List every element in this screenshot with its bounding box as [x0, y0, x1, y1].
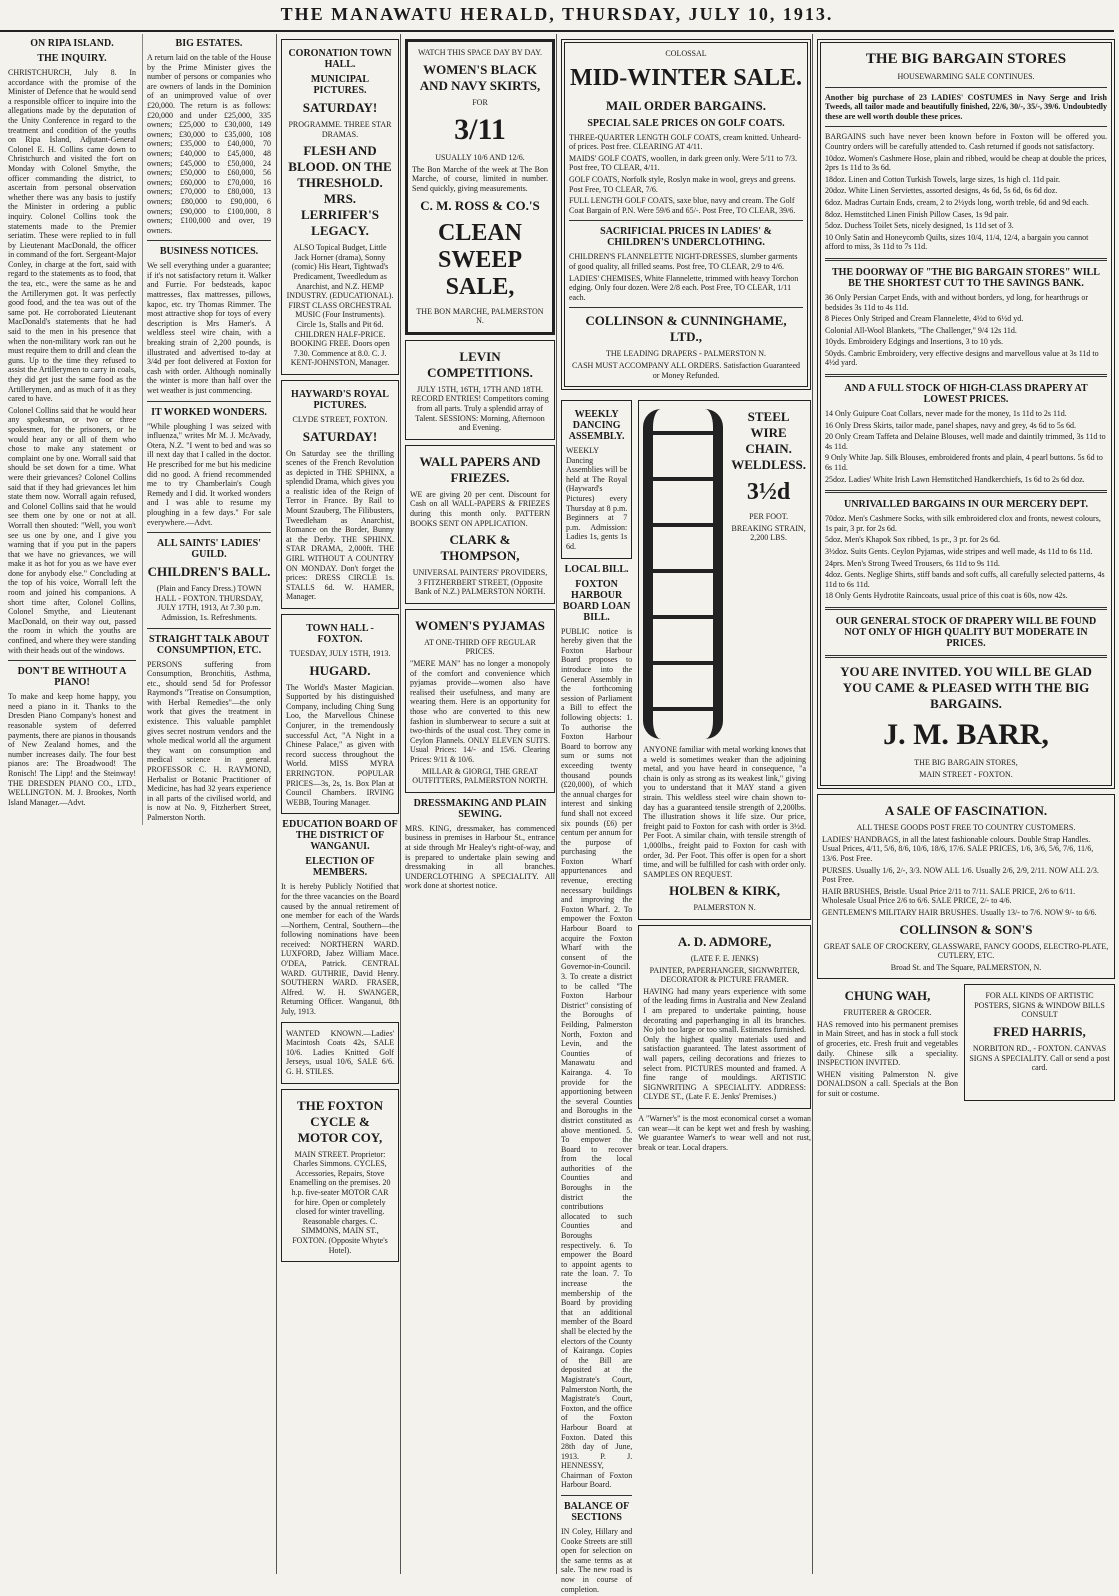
coronation-programme: PROGRAMME. THREE STAR DRAMAS.	[288, 120, 392, 139]
bill-title: LOCAL BILL.	[564, 563, 629, 575]
list-item: 9 Only White Jap. Silk Blouses, embroidered fronts and plain, 4 pearl buttons. 5s 6d to 6s 11d.	[825, 453, 1103, 473]
chung-wah-text: HAS removed into his permanent premises in Main Street, and has in stock a full stock of groceries, etc. Fresh fruit and vegetables daily. Chinese silk a speciality. INSPECTION INVITED.	[817, 1019, 958, 1068]
coronation-title: CORONATION TOWN HALL.	[288, 48, 392, 70]
holben-kirk: HOLBEN & KIRK,	[669, 883, 781, 899]
wonders-text: "While ploughing I was seized with influenza," writes Mr M. J. McAvady, Otera, N.Z. "I went to bed and was so ill next day that I called in the doctor. He prescribed for me but his medicine did no good. A friend recommended me to try Chamberlain's Cough Remedy and I did. It worked wonders and I was able to resume my ploughing in a few days." For sale everywhere.—Advt.	[147, 421, 271, 527]
list-item: 20doz. White Linen Serviettes, assorted designs, 4s 6d, 5s 6d, 6s 6d doz.	[825, 186, 1058, 196]
divider	[825, 87, 1107, 88]
ball-text: (Plain and Fancy Dress.) TOWN HALL - FOXTON. THURSDAY, JULY 17TH, 1913, At 7.30 p.m. Admission, 1s. Refreshments.	[155, 584, 263, 622]
divider	[147, 532, 271, 533]
list-item: HAIR BRUSHES, Bristle. Usual Price 2/11 to 7/11. SALE PRICE, 2/6 to 6/11. Wholesale Usual Price 2/6 to 6/6. SALE PRICE, 2/- to 4/6.	[822, 886, 1076, 906]
harris-name: FRED HARRIS,	[993, 1024, 1086, 1040]
admore-text: HAVING had many years experience with some of the leading firms in Australia and New Zealand I am prepared to undertake painting, house decorating and paperhanging in all its branches. No job too large or too small. Estimates furnished. Only the highest quality materials used and satisfaction guaranteed. The latest assortment of wall papers, ceiling decorations and friezes to select from. PICTURES mounted and framed. A fine range of mouldings. ARTISTIC SIGNWRITING A SPECIALITY. ADDRESS: CLYDE ST., (Late F. E. Jenks' Premises.)	[643, 986, 806, 1102]
divider	[8, 660, 136, 661]
divider	[825, 126, 1107, 127]
coronation-text: ALSO Topical Budget, Little Jack Horner (drama), Sonny (comic) His Heart, Tightwad's Predicament, Tweedledum as Anarchist, and N.Z. HEMP INDUSTRY. (EDUCATIONAL). FIRST CLASS ORCHESTRAL MUSIC (Four Instruments). Circle 1s, Stalls and Pit 6d. CHILDREN HALF-PRICE. BOOKING FREE. Doors open 7.30. Commence at 8.0. C. J. KENT-JOHNSTON, Manager.	[286, 243, 394, 368]
education-text: It is hereby Publicly Notified that for the three vacancies on the Board caused by the annual retirement of one member for each of the Wards—Northern, Central, Southern—the following nominations have been received: NORTHERN WARD. LUXFORD, Jabez William Mace. O'DEA, Patrick. CENTRAL WARD. GUTHRIE, David Henry. SOUTHERN WARD. FRASER, Alfred. W. H. SWANGER, Returning Officer. Wanganui, 8th July, 1913.	[281, 882, 399, 1017]
bill-text: PUBLIC notice is hereby given that the Foxton Harbour Board proposes to introduce into the General Assembly in the forthcoming session of Parliament a Bill to effect the following objects: 1. To authorise the Foxton Harbour Board to borrow any sum or sums not exceeding twenty thousand pounds (£20,000), of which the annual charges for interest and sinking fund shall not exceed six pounds (£6) per centum per annum for the purpose of purchasing the Foxton Wharf appurtenances and revenue, erecting necessary buildings and improving the Foxton Wharf. 2. To empower the Foxton Harbour Board to acquire the Foxton Wharf with the consent of the Governor-in-Council. 3. To create a district to be called "The Foxton Harbour District" consisting of the Boroughs of Feilding, Palmerston North, Foxton and Levin, and the Counties of Manawatu and Kairanga. 4. To provide for the apportioning between the several Counties and Boroughs in the district constituted as above mentioned. 5. To empower the Board to recover from the local authorities of the Counties and Boroughs in the district the contributions allocated to such Counties and Boroughs respectively. 6. To empower the Board to appoint agents to rate the loan. 7. To increase the membership of the Board by providing that an additional member of the Board shall be elected by the electors of the County of Kairanga. Copies of the Bill are deposited at the Magistrate's Court, Palmerston North, the Magistrate's Court, Foxton, and the office of the Foxton Harbour Board at Foxton. Dated this 28th day of June, 1913. P. J. HENNESSY, Chairman of Foxton Harbour Board.	[561, 626, 633, 1490]
general-stock-line: OUR GENERAL STOCK OF DRAPERY WILL BE FOUND NOT ONLY OF HIGH QUALITY BUT MODERATE IN PRICES.	[835, 615, 1097, 649]
list-item: 10 Only Satin and Honeycomb Quilts, sizes 10/4, 11/4, 12/4, a bargain you cannot afford to miss, 3s 11d to 7s 11d.	[825, 232, 1089, 252]
column-2	[276, 34, 403, 1574]
coronation-subtitle: MUNICIPAL PICTURES.	[310, 74, 370, 96]
col5-bottom	[817, 984, 1115, 1100]
coronation-day: SATURDAY!	[302, 100, 378, 115]
cycle-title: THE FOXTON CYCLE & MOTOR COY,	[296, 1097, 384, 1145]
doorway-line: THE DOORWAY OF "THE BIG BARGAIN STORES" WILL BE THE SHORTEST CUT TO THE SAVINGS BANK.	[832, 266, 1100, 289]
divider	[147, 240, 271, 241]
chung-wah-title: CHUNG WAH,	[844, 988, 931, 1004]
dancing-text: WEEKLY Dancing Assemblies will be held at The Royal (Hayward's Pictures) every Thursday at 8 p.m. Beginners at 7 p.m. Admission: Ladies 1s, gents 1s 6d.	[566, 446, 628, 552]
golf-heading: SPECIAL SALE PRICES ON GOLF COATS.	[587, 117, 785, 129]
cycle-text: MAIN STREET. Proprietor: Charles Simmons. CYCLES, Accessories, Repairs, Stove Enamelling on the premises. 20 h.p. five-seater MOTOR CAR for hire. Open or completely closed for winter travelling. Reasonable charges. C. SIMMONS, MAIN ST., FOXTON. (Opposite Whyte's Hotel).	[289, 1149, 391, 1255]
chain-strain: BREAKING STRAIN, 2,200 LBS.	[731, 523, 806, 543]
skirts-for: FOR	[472, 97, 488, 107]
list-item: Colonial All-Wool Blankets, "The Challenger," 9/4 12s 11d.	[825, 325, 1017, 335]
divider	[569, 220, 803, 221]
fascination-title: A SALE OF FASCINATION.	[884, 803, 1048, 819]
ripa-text-cont: Colonel Collins said that he would hear any spokesman, or two or three spokesmen, for the prisoners, or he would hear any or all of them who chose to make any statement or complaint one by one. Worrall said that should be set down for a time. What were their grievances? Colonel Collins said that if they had grievances let him state them now. Worrall again refused, and Colonel Collins said that he would see them one by one or not at all. Worrall then shouted: "Well, you won't see us one by one, and I give you warning that if you put in the papers that we have no grievances, we will make it as hot for you as we have ever done for anybody else." Concluding at the top of his voice, Worrall left the room and joined his companions. A short time after, Colonel Collins, Colonel Smythe, and Lieutenant MacDonald, on their way out, passed the room in which the youths are confined, and where they were standing with their heads out of the windows.	[8, 405, 136, 655]
balance-title: BALANCE OF SECTIONS	[563, 1501, 630, 1524]
col4-lower-left	[561, 395, 632, 1596]
list-item: 16 Only Dress Skirts, tailor made, panel shapes, navy and grey, 4s 6d to 5s 6d.	[825, 420, 1076, 430]
hayward-subtitle: CLYDE STREET, FOXTON.	[292, 414, 388, 424]
coronation-feature: FLESH AND BLOOD. ON THE THRESHOLD. MRS. LERRIFER'S LEGACY.	[288, 143, 392, 239]
mercery-list	[825, 514, 1107, 601]
bon-marche: THE BON MARCHE, PALMERSTON N.	[416, 306, 544, 326]
list-item: 3½doz. Suits Gents. Ceylon Pyjamas, wide stripes and well made, 4s 11d to 6s 11d.	[825, 547, 1093, 556]
collinson-son-text: GREAT SALE OF CROCKERY, GLASSWARE, FANCY GOODS, ELECTRO-PLATE, CUTLERY, ETC.	[823, 941, 1109, 961]
list-item: GENTLEMEN'S MILITARY HAIR BRUSHES. Usually 13/- to 7/6. NOW 9/- to 6/6.	[822, 907, 1097, 917]
list-item: 6doz. Madras Curtain Ends, cream, 2 to 2½yds long, worth treble, 6d and 9d each.	[825, 197, 1089, 207]
hayward-title: HAYWARD'S ROYAL PICTURES.	[291, 388, 389, 411]
list-item: 14 Only Guipure Coat Collars, never made for the money, 1s 11d to 2s 11d.	[825, 409, 1067, 419]
levin-text: JULY 15TH, 16TH, 17TH AND 18TH. RECORD ENTRIES! Competitors coming from all parts. Truly a splendid array of Talent. SESSIONS: Morning, Afternoon and Evening.	[411, 384, 549, 433]
chain-title: STEEL WIRE CHAIN. WELDLESS.	[731, 409, 807, 473]
piano-title: DON'T BE WITHOUT A PIANO!	[17, 666, 127, 689]
list-item: PURSES. Usually 1/6, 2/-, 3/3. NOW ALL 1/6. Usually 2/6, 2/9, 2/11. NOW ALL 2/3. Post Free.	[822, 865, 1099, 885]
pyjamas-ad	[405, 609, 555, 793]
colossal-label: COLOSSAL	[665, 49, 707, 58]
divider	[825, 655, 1107, 658]
divider	[825, 374, 1107, 377]
chung-wah-subtitle: FRUITERER & GROCER.	[843, 1008, 932, 1018]
barr-name: J. M. BARR,	[883, 717, 1049, 751]
levin-title: LEVIN COMPETITIONS.	[427, 348, 533, 380]
chain-text-block	[731, 405, 806, 743]
clark-text: UNIVERSAL PAINTERS' PROVIDERS, 3 FITZHERBERT STREET, (Opposite Bank of N.Z.) PALMERSTON NORTH.	[412, 568, 548, 597]
masthead: THE MANAWATU HERALD, THURSDAY, JULY 10, 1913.	[0, 0, 1114, 32]
list-item: 8doz. Hemstitched Linen Finish Pillow Cases, 1s 9d pair.	[825, 209, 1009, 219]
chain-illustration	[643, 409, 723, 739]
harris-text: NORBITON RD., - FOXTON. CANVAS SIGNS A SPECIALITY. Call or send a post card.	[969, 1044, 1110, 1073]
column-1-right	[142, 34, 271, 825]
list-item: 8 Pieces Only Striped and Cream Flannelette, 4½d to 6½d yd.	[825, 314, 1024, 324]
col4-lower-right	[638, 395, 811, 1596]
mercery-line: UNRIVALLED BARGAINS IN OUR MERCERY DEPT.	[844, 499, 1088, 511]
mail-order: MAIL ORDER BARGAINS.	[606, 97, 766, 113]
list-item: 10doz. Women's Cashmere Hose, plain and ribbed, would be cheap at double the prices, 2prs 1s 11d to 3s 6d.	[825, 153, 1107, 173]
estates-title: BIG ESTATES.	[175, 38, 243, 49]
divider	[825, 607, 1107, 610]
list-item: THREE-QUARTER LENGTH GOLF COATS, cream knitted. Unheard-of prices. Post free. CLEARING AT 4/11.	[569, 132, 801, 152]
list-item: LADIES' CHEMISES, White Flannelette, trimmed with heavy Torchon edging. Only four dozen. Were 2/8 each. Post Free, TO CLEAR, 1/11 each.	[569, 273, 799, 302]
midwinter-sale-ad	[561, 39, 811, 390]
list-item: 18doz. Linen and Cotton Turkish Towels, large sizes, 1s high cl. 11d pair.	[825, 174, 1061, 184]
business-text: We sell everything under a guarantee; if it's not satisfactory return it. Walker and Furrie. For bedsteads, kapoc mattresses, flax mattresses, pillows, kapoc, etc. try Thomas Rimmer. The most attractive shop for toys of every description is Mrs Hamer's. A weldless steel wire chain, with a breaking strain of 2,200 pounds, is illustrated and advertised to-day at 3/4d per foot delivered at Foxton for cash with order. Although nominally the winter is more than half over the wet weather is just commencing.	[147, 261, 271, 395]
list-item: 25doz. Ladies' White Irish Lawn Hemstitched Handkerchiefs, 1s 6d to 2s 6d doz.	[825, 474, 1085, 484]
dancing-title: WEEKLY DANCING ASSEMBLY.	[568, 409, 625, 443]
chain-ad	[638, 400, 811, 920]
column-1-left	[8, 34, 136, 809]
harris-heading: FOR ALL KINDS OF ARTISTIC POSTERS, SIGNS & WINDOW BILLS CONSULT	[974, 991, 1105, 1020]
midwinter-title: MID-WINTER SALE.	[569, 64, 803, 91]
balance-text: IN Coley, Hillary and Cooke Streets are still open for selection on the same terms as at sale. The new road is now in course of completion.	[561, 1527, 633, 1594]
pyjamas-text: "MERE MAN" has no longer a monopoly of the comfort and convenience which pyjamas provide—women also have realised their usefulness, and many are wearing them. Here is an opportunity for those who are converted to this new fashion in slumberwear to secure a suit at two-thirds of the usual cost. They come in Ceylon Flannels. ONLY ELEVEN SUITS. Usual Prices: 14/- and 15/6. Clearing Prices: 9/11 & 10/6.	[410, 659, 550, 764]
doorway-list	[825, 293, 1107, 368]
chain-text: ANYONE familiar with metal working knows that a weld is sometimes weaker than the adjoining metal, and you have heard in consequence, "a chain is only as strong as its weakest link," giving you to understand that it MAY stand a given strain. This weldless steel wire chain shown to-day has a guaranteed tensile strength of 2,200lbs. The illustration shows it life size. Our price, freight paid to Foxton for cash with order is 3½d. Per Foot. A similar chain, with tensile strength of 1,000lbs., freight paid to Foxton for cash with order, 3d. Per Foot. This offer is open for a short time, and will be fulfilled for cash with order only. SAMPLES ON REQUEST.	[643, 745, 806, 879]
admore-trades: PAINTER, PAPERHANGER, SIGNWRITER, DECORATOR & PICTURE FRAMER.	[649, 965, 800, 985]
invited-line: YOU ARE INVITED. YOU WILL BE GLAD YOU CAME & PLEASED WITH THE BIG BARGAINS.	[840, 663, 1092, 711]
dressmaking-title: DRESSMAKING AND PLAIN SEWING.	[413, 797, 547, 820]
chain-price: 3½d	[746, 479, 791, 506]
pyjamas-subtitle: AT ONE-THIRD OFF REGULAR PRICES.	[424, 637, 536, 657]
skirts-ad	[405, 39, 555, 335]
fascination-subtitle: ALL THESE GOODS POST FREE TO COUNTRY CUSTOMERS.	[856, 823, 1076, 833]
stores-subtitle: HOUSEWARMING SALE CONTINUES.	[897, 72, 1035, 81]
list-item: FULL LENGTH GOLF COATS, saxe blue, navy and cream. The Golf Coat Bargain of P.N. Were 59/6 and 65/-. Post Free, TO CLEAR, 39/6.	[569, 196, 796, 215]
list-item: 10yds. Embroidery Edgings and Insertions, 3 to 10 yds.	[825, 337, 1003, 347]
stores-title: THE BIG BARGAIN STORES	[865, 51, 1067, 67]
hugard-title: TOWN HALL - FOXTON.	[306, 623, 374, 645]
millar-giorgi: MILLAR & GIORGI, THE GREAT OUTFITTERS, PALMERSTON NORTH.	[412, 766, 548, 786]
divider	[561, 1495, 632, 1496]
list-item: MAIDS' GOLF COATS, woollen, in dark green only. Were 5/11 to 7/3. Post free, TO CLEAR, 4/11.	[569, 153, 798, 173]
education-subtitle: ELECTION OF MEMBERS.	[305, 856, 375, 879]
visiting-text: WHEN visiting Palmerston N. give DONALDSON a call. Specials at the Bon for suit or costume.	[817, 1069, 958, 1099]
estates-text: A return laid on the table of the House by the Prime Minister gives the number of persons or companies who are owners of lands in the Dominion of an unimproved value of over £20,000. The return is as follows: £20,000 and under £25,000, 335 owners; £25,000 to £30,000, 149 owners; £30,000 to £35,000, 108 owners; £35,000 to £40,000, 70 owners; £40,000 to £45,000, 48 owners; £45,000 to £50,000, 24 owners; £50,000 to £60,000, 56 owners; £60,000 to £70,000, 16 owners; £70,000 to £80,000, 13 owners; £80,000 to £90,000, 6 owners; £90,000 to £100,000, 8 owners; £100,000 and over, 19 owners.	[147, 53, 271, 235]
skirts-text: The Bon Marche of the week at The Bon Marche, of course, limited in number. Send quickly, giving measurements.	[412, 164, 548, 193]
big-bargain-stores-ad	[817, 39, 1115, 789]
cash-terms: CASH MUST ACCOMPANY ALL ORDERS. Satisfaction Guaranteed or Money Refunded.	[571, 360, 801, 380]
divider	[825, 258, 1107, 261]
wallpaper-ad	[405, 445, 555, 604]
golf-list	[569, 133, 803, 216]
list-item: 5doz. Duchess Toilet Sets, nicely designed, 1s 11d set of 3.	[825, 221, 1014, 231]
skirts-title: WOMEN'S BLACK AND NAVY SKIRTS,	[419, 61, 541, 93]
collinson-son-address: Broad St. and The Square, PALMERSTON, N.	[890, 962, 1042, 972]
dancing-ad	[561, 400, 632, 559]
admore-ad	[638, 925, 811, 1109]
list-item: 36 Only Persian Carpet Ends, with and without borders, yd long, for hearthrugs or bedsides 3s 11d to 4s 11d.	[825, 292, 1089, 312]
ripa-title: ON RIPA ISLAND.	[30, 38, 114, 49]
ball-title: ALL SAINTS' LADIES' GUILD.	[157, 538, 261, 561]
wallpaper-title: WALL PAPERS AND FRIEZES.	[419, 453, 541, 485]
barr-location: MAIN STREET - FOXTON.	[919, 769, 1013, 779]
list-item: 24prs. Men's Strong Tweed Trousers, 6s 11d to 9s 11d.	[825, 558, 1000, 568]
column-1	[4, 34, 280, 1574]
straight-talk-text: PERSONS suffering from Consumption, Bronchitis, Asthma, etc., should send 5d for Professor Raymond's "Treatise on Consumption, with Herbal Remedies"—the only work that gives the treatment in existence. This valuable pamphlet gives secret nostrum vendors and the whole medical world all the argument they want on consumption and medical science in general. PROFESSOR C. H. RAYMOND, Herbalist or Botanic Practitioner of Medicine, has had 32 years experience in all parts of the civilised world, and is now at No. 9, Fitzherbert Street, Palmerston North.	[147, 659, 271, 822]
clean-sweep: CLEAN SWEEP SALE,	[437, 219, 523, 300]
list-item: 18 Only Gents Hydrotite Raincoats, usual price of this coat is 60s, now 42s.	[825, 591, 1068, 601]
col4-lower	[561, 395, 811, 1596]
collinson-son-title: COLLINSON & SON'S	[899, 921, 1033, 937]
bargains-list	[825, 154, 1107, 252]
ripa-subtitle: THE INQUIRY.	[37, 53, 107, 64]
wallpaper-text: WE are giving 20 per cent. Discount for Cash on all WALL-PAPERS & FRIEZES during this month only. PATTERN BOOKS SENT ON APPLICATION.	[410, 489, 550, 528]
straight-talk-title: STRAIGHT TALK ABOUT CONSUMPTION, ETC.	[148, 633, 270, 656]
fascination-ad	[817, 794, 1115, 979]
wanted-ad	[281, 1022, 399, 1084]
list-item: 50yds. Cambric Embroidery, very effective designs and marvellous value at 3s 11d to 4½d yard.	[825, 348, 1099, 368]
pyjamas-title: WOMEN'S PYJAMAS	[415, 617, 545, 633]
admore-subtitle: (LATE F. E. JENKS)	[690, 954, 759, 963]
dressmaking-text: MRS. KING, dressmaker, has commenced business in premises in Harbour St., entrance at side through Mr Healey's right-of-way, and is prepared to undertake plain sewing and dressmaking in all branches. UNDERCLOTHING A SPECIALITY. All work done at shortest notice.	[405, 823, 555, 891]
divider	[569, 307, 803, 308]
chain-per-foot: PER FOOT.	[749, 512, 789, 522]
holben-location: PALMERSTON N.	[693, 903, 756, 913]
fred-harris-ad	[964, 984, 1115, 1100]
ross-name: C. M. ROSS & CO.'S	[420, 197, 540, 213]
hayward-ad	[281, 380, 399, 609]
education-title: EDUCATION BOARD OF THE DISTRICT OF WANGANUI.	[282, 819, 398, 853]
stock-list	[825, 409, 1107, 484]
underclothing-list	[569, 252, 803, 302]
ripa-text: CHRISTCHURCH, July 8. In accordance with the promise of the Minister of Defence that he would send a responsible officer to inquire into the allegations made by the deputation of the Unity Conference in regard to the treatment and condition of the youths on Ripa Island, Adjutant-General Colonel E. H. Collins came down to Christchurch and visited the fort on Monday with Colonel Smythe, the officer commanding the district, to ascertain from personal observation whether there was any basis to justify the Minister in ordering a public inquiry. Colonel Collins took the statements made to the Premier seriatim. These were replied to in full by Lieutenant MacDonald, the officer in command of the fort. Sergeant-Major Conley, in charge at the fort, said with regard to the statements as to food, that the tea, etc., were the same as he and the Artillerymen got. It was perfectly good food, and the tea was out of the same pot. He corroborated Lieutenant MacDonald's statements that he had said to the men in his presence that when the non-military work ran out he must require them to drill and clean the guns. Up to the time they refused to assist the Artillerymen to carry in coals, they did get just the same food as the Artillerymen, and as much of it as they cared to have.	[8, 68, 136, 404]
sacrificial-heading: SACRIFICIAL PRICES IN LADIES' & CHILDREN'S UNDERCLOTHING.	[600, 226, 772, 249]
column-3	[400, 34, 559, 1574]
ball-name: CHILDREN'S BALL.	[147, 564, 271, 580]
business-title: BUSINESS NOTICES.	[159, 246, 259, 258]
column-4	[556, 34, 815, 1594]
skirts-usual: USUALLY 10/6 AND 12/6.	[435, 153, 525, 163]
admore-title: A. D. ADMORE,	[677, 934, 772, 949]
levin-ad	[405, 340, 555, 440]
warner-text: A "Warner's" is the most economical corset a woman can wear—it can be kept wet and fresh by washing. We guarantee Warner's to wear well and not rust, break or tear. Local drapers.	[638, 1113, 811, 1152]
list-item: 4doz. Gents. Neglige Shirts, stiff bands and soft cuffs, all carefully selected patterns, 4s 11d to 6s 11d.	[825, 570, 1105, 589]
hugard-name: HUGARD.	[309, 662, 371, 678]
stock-line: AND A FULL STOCK OF HIGH-CLASS DRAPERY AT LOWEST PRICES.	[844, 383, 1088, 406]
collinson-title: COLLINSON & CUNNINGHAME, LTD.,	[585, 313, 787, 345]
list-item: CHILDREN'S FLANNELETTE NIGHT-DRESSES, slumber garments of good quality, all frilled seams. Post free, TO CLEAR, 2/9 to 4/6.	[569, 252, 798, 271]
hugard-date: TUESDAY, JULY 15TH, 1913.	[289, 649, 391, 658]
barr-subtitle: THE BIG BARGAIN STORES,	[914, 757, 1018, 767]
hayward-day: SATURDAY!	[302, 428, 378, 444]
bargains-intro: BARGAINS such have never been known before in Foxton will be offered you. Country orders will be carefully attended to. Cash returned if goods not satisfactory.	[825, 132, 1107, 151]
list-item: 70doz. Men's Cashmere Socks, with silk embroidered clox and fronts, newest colours, 1s pair, 3 pr. for 2s 6d.	[825, 514, 1101, 533]
list-item: GOLF COATS, Norfolk style, Roslyn make in wool, greys and greens. Post Free, TO CLEAR, 7/6.	[569, 174, 796, 194]
leading-drapers: THE LEADING DRAPERS - PALMERSTON N.	[605, 349, 766, 359]
stores-costumes: Another big purchase of 23 LADIES' COSTUMES in Navy Serge and Irish Tweeds, all tailor made and beautifully finished, 22/6, 30/-, 35/-, 39/6. Undoubtedly these are well worth double these prices.	[825, 92, 1107, 121]
cycle-ad	[281, 1089, 399, 1263]
column-5	[812, 34, 1119, 1574]
bill-subtitle: FOXTON HARBOUR BOARD LOAN BILL.	[562, 578, 631, 623]
fascination-list	[822, 835, 1110, 918]
list-item: 5doz. Men's Khapok Sox ribbed, 1s pr., 3 pr. for 2s 6d.	[825, 535, 1000, 545]
wanted-text: WANTED KNOWN.—Ladies' Macintosh Coats 42s, SALE 10/6. Ladies Knitted Golf Jerseys, usual 10/6, SALE 6/6. G. H. STILES.	[286, 1028, 394, 1076]
hayward-text: On Saturday see the thrilling scenes of the French Revolution as depicted in THE SPHINX, a splendid Drama, which gives you a realistic idea of the Reign of Terror in France. By Rail to Mount Szauberg, The Filibusters, Tweedleham as Anarchist, Romance on the Border, Bunny at the Derby. THE SPHINX. STAR DRAMA, 2,000ft. THE GIRL WITHOUT A COUNTRY ON MONDAY. Don't forget the prices: DRESS CIRCLE 1s. STALLS 6d. W. HAMER, Manager.	[286, 448, 394, 602]
watch-line: WATCH THIS SPACE DAY BY DAY.	[417, 48, 543, 57]
divider	[825, 490, 1107, 493]
list-item: 20 Only Cream Taffeta and Delaine Blouses, well made and daintily trimmed, 3s 11d to 4s 11d.	[825, 432, 1106, 451]
piano-text: To make and keep home happy, you need a piano in it. Thanks to the Dresden Piano Company's honest and reasonable system of deferred payments, there are pianos in thousands of New Zealand homes, and the number increases daily. The four best pianos are: The Broadwood! The Ronisch! The Lipp! and the Steinway! THE DRESDEN PIANO CO., LTD., WELLINGTON. M. J. Brookes, North Island Manager.—Advt.	[8, 692, 136, 807]
coronation-ad	[281, 39, 399, 375]
hugard-ad	[281, 614, 399, 814]
list-item: LADIES' HANDBAGS, in all the latest fashionable colours. Double Strap Handles. Usual Prices, 4/11, 5/6, 8/6, 10/6, 18/6, 17/6. SALE PRICES, 1/6, 3/6, 5/6, 7/6, 11/6, 13/6. Post Free.	[822, 834, 1094, 863]
hugard-text: The World's Master Magician. Supported by his distinguished Company, including Ching Sung Loo, the Marvellous Chinese Conjurer, in the tremendously successful Act, "A Night in a Chinese Palace," as given with record success throughout the World. MISS MYRA ERRINGTON. POPULAR PRICES—3s, 2s, 1s. Box Plan at Council Chambers. IRVING WEBB, Touring Manager.	[286, 682, 394, 807]
divider	[147, 401, 271, 402]
chung-wah-ad	[817, 984, 958, 1100]
chain-layout	[643, 405, 806, 743]
skirts-price: 3/11	[454, 113, 506, 147]
wonders-title: IT WORKED WONDERS.	[151, 406, 267, 418]
clark-title: CLARK & THOMPSON,	[440, 532, 520, 564]
divider	[147, 628, 271, 629]
